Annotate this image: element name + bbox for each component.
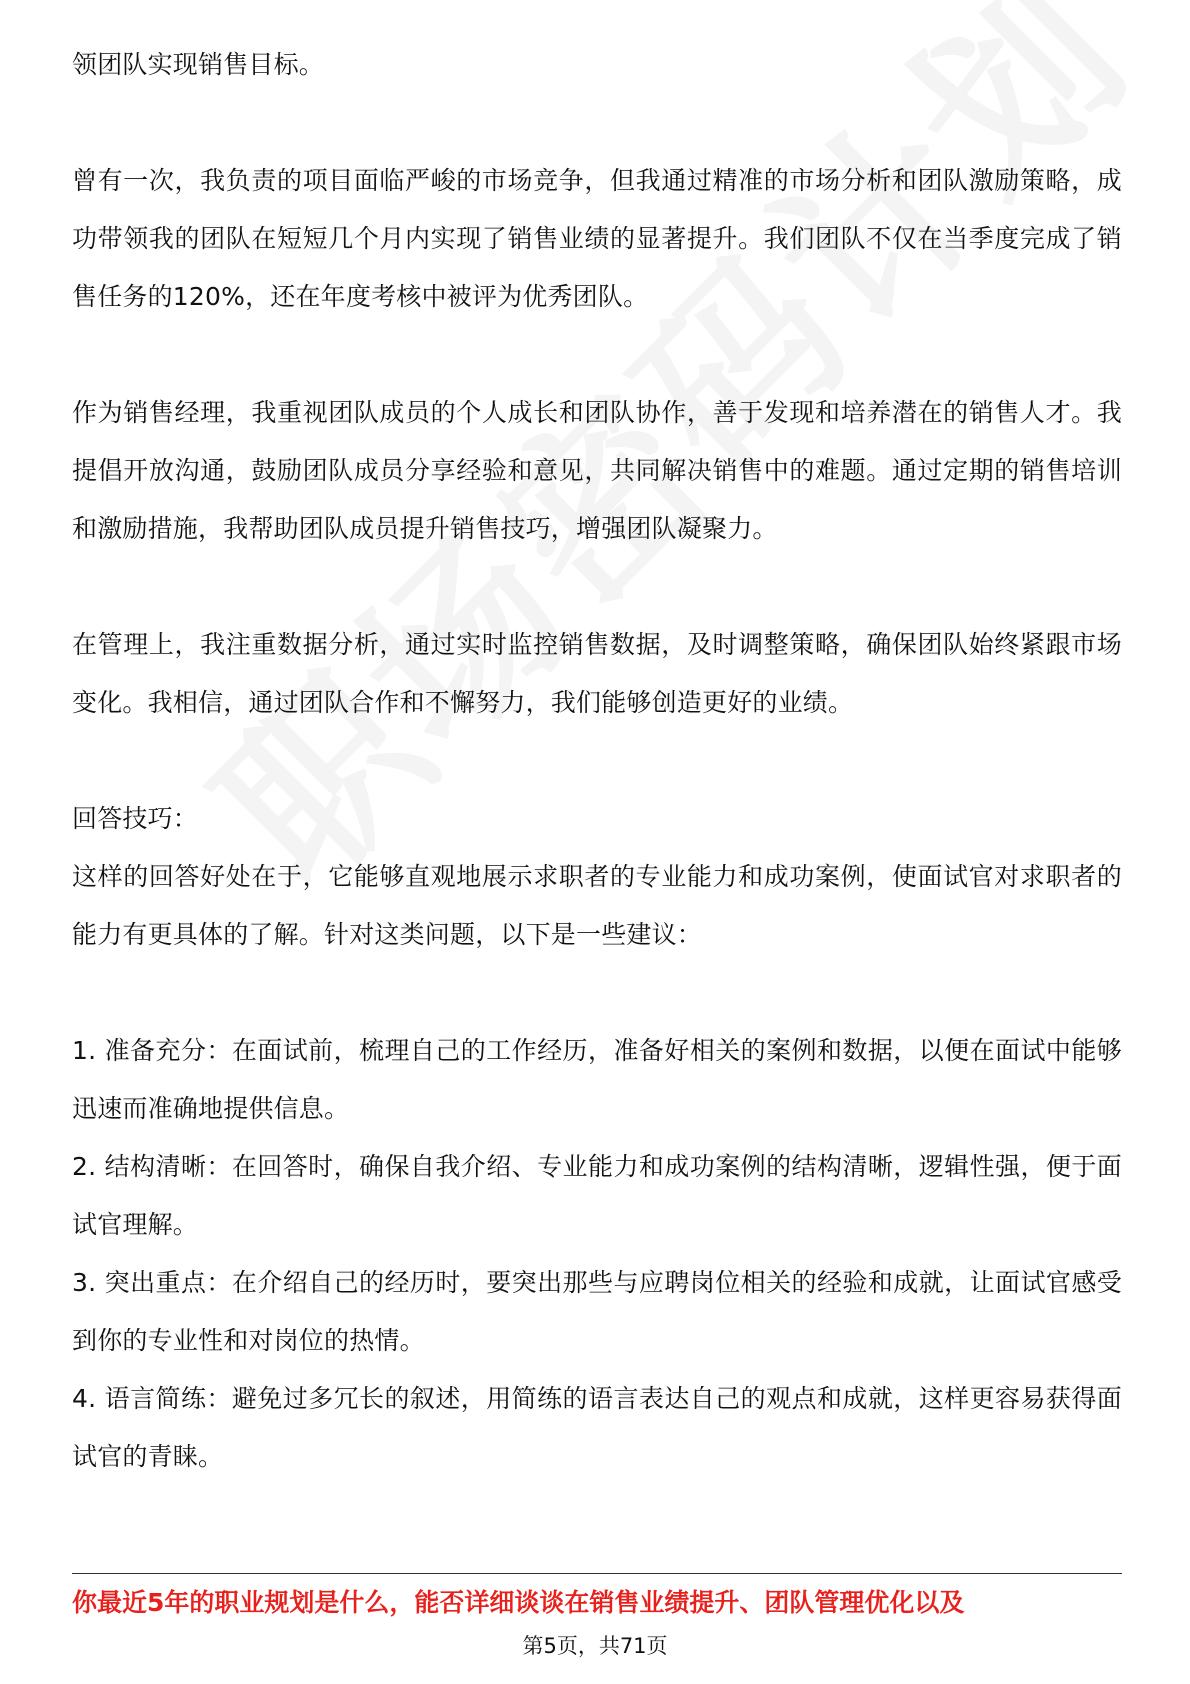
tip-item-2: 2. 结构清晰：在回答时，确保自我介绍、专业能力和成功案例的结构清晰，逻辑性强，便于面试官理解。 (72, 1152, 1122, 1239)
tips-heading: 回答技巧： (72, 804, 199, 833)
paragraph-success-story: 曾有一次，我负责的项目面临严峻的市场竞争，但我通过精准的市场分析和团队激励策略，成功带领我的团队在短短几个月内实现了销售业绩的显著提升。我们团队不仅在当季度完成了销售任务的120%，还在年度考核中被评为优秀团队。 (72, 166, 1122, 311)
paragraph-gap (72, 326, 1122, 384)
tip-item-4: 4. 语言简练：避免过多冗长的叙述，用简练的语言表达自己的观点和成就，这样更容易获得面试官的青睐。 (72, 1384, 1122, 1471)
paragraph-gap (72, 558, 1122, 616)
tip-item-3: 3. 突出重点：在介绍自己的经历时，要突出那些与应聘岗位相关的经验和成就，让面试官感受到你的专业性和对岗位的热情。 (72, 1268, 1122, 1355)
paragraph-team-growth: 作为销售经理，我重视团队成员的个人成长和团队协作，善于发现和培养潜在的销售人才。我提倡开放沟通，鼓励团队成员分享经验和意见，共同解决销售中的难题。通过定期的销售培训和激励措施，我帮助团队成员提升销售技巧，增强团队凝聚力。 (72, 398, 1122, 543)
page-number: 第5页，共71页 (522, 1634, 668, 1658)
page-body (72, 36, 1122, 1486)
next-question-heading: 你最近5年的职业规划是什么，能否详细谈谈在销售业绩提升、团队管理优化以及 (72, 1588, 965, 1617)
paragraph-management: 在管理上，我注重数据分析，通过实时监控销售数据，及时调整策略，确保团队始终紧跟市场变化。我相信，通过团队合作和不懈努力，我们能够创造更好的业绩。 (72, 630, 1122, 717)
tip-item-1: 1. 准备充分：在面试前，梳理自己的工作经历，准备好相关的案例和数据，以便在面试中能够迅速而准确地提供信息。 (72, 1036, 1122, 1123)
section-divider (72, 1573, 1122, 1574)
paragraph-gap (72, 732, 1122, 790)
paragraph-gap (72, 964, 1122, 1022)
paragraph-continuation: 领团队实现销售目标。 (72, 50, 325, 79)
tips-intro: 这样的回答好处在于，它能够直观地展示求职者的专业能力和成功案例，使面试官对求职者的能力有更具体的了解。针对这类问题，以下是一些建议： (72, 862, 1122, 949)
paragraph-gap (72, 94, 1122, 152)
